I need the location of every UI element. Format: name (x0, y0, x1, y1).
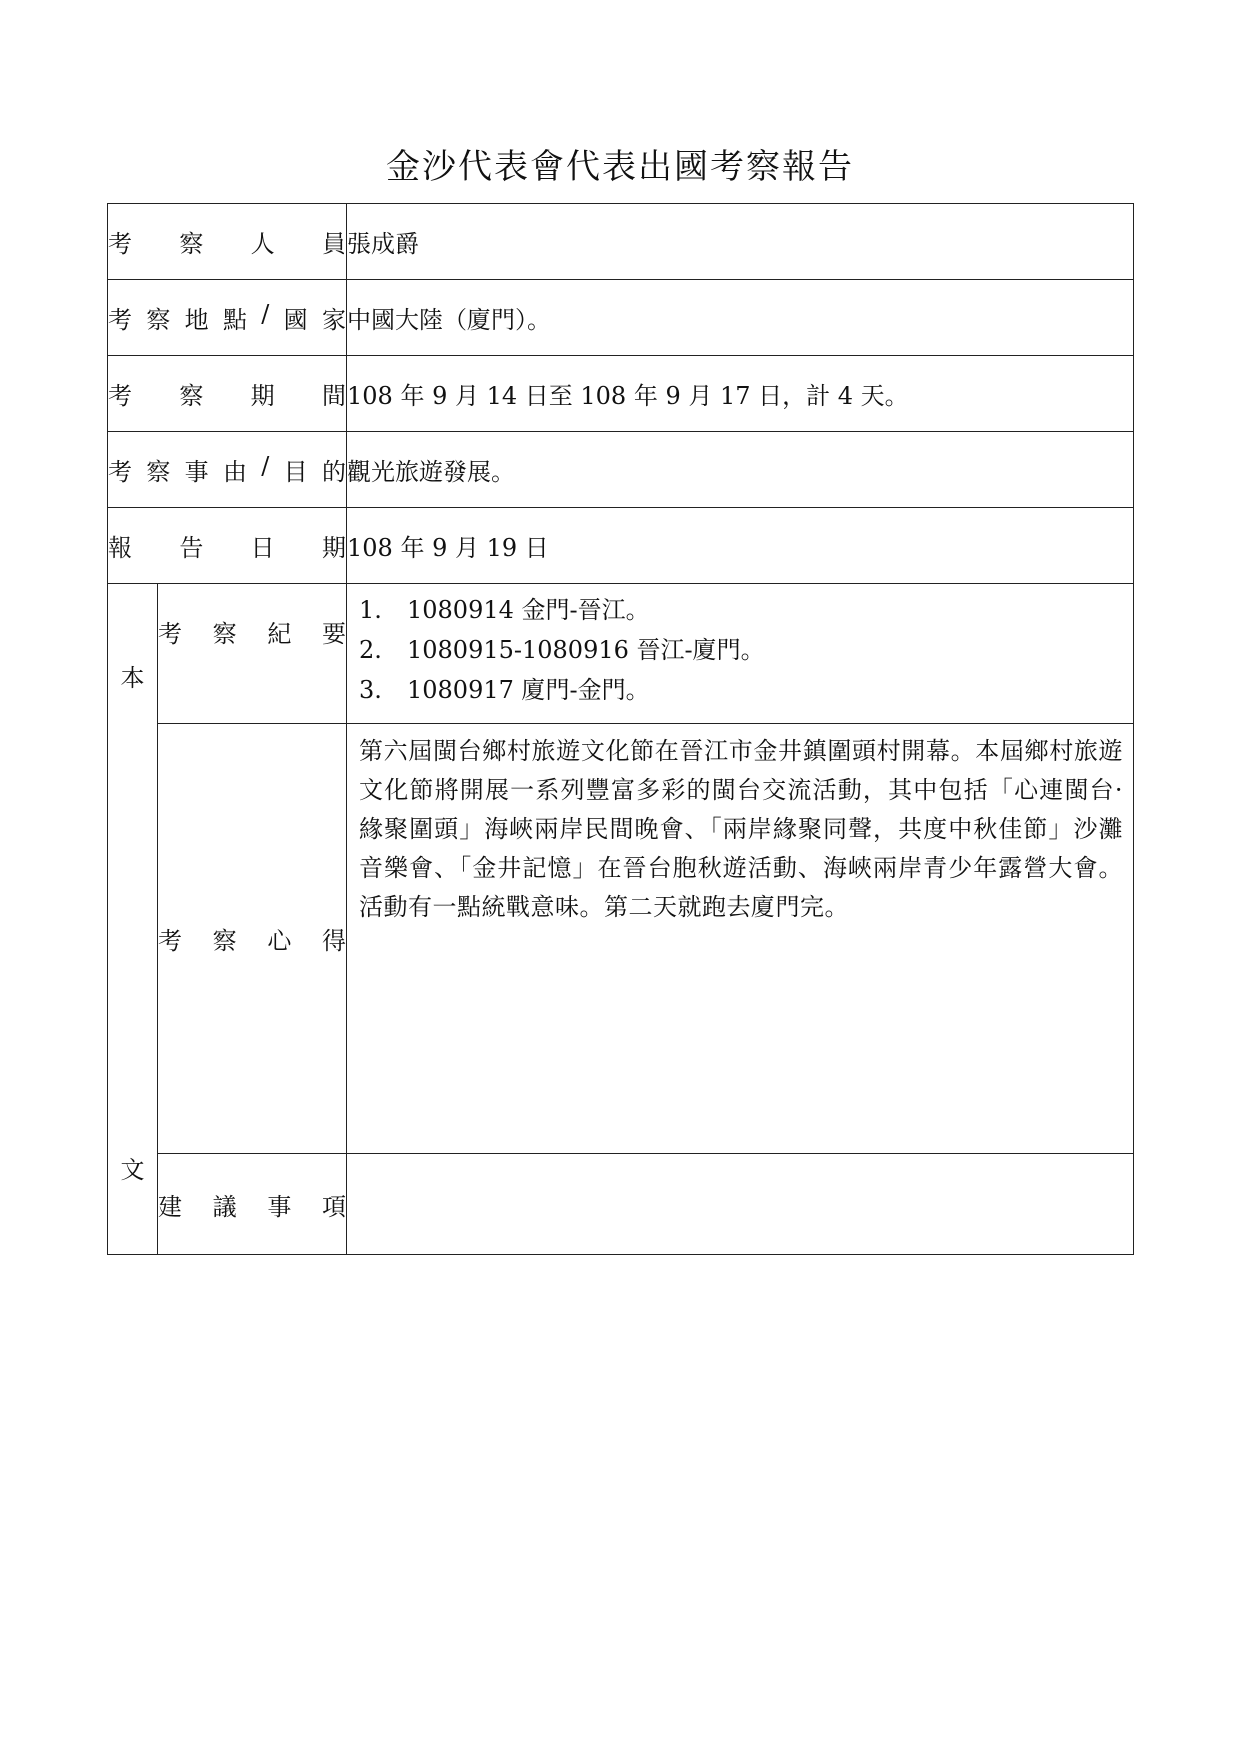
value-suggestions (347, 1154, 1134, 1255)
list-item: 2. 1080915-1080916 晉江-廈門。 (359, 636, 765, 664)
label-suggestions: 建 議 事 項 (158, 1154, 347, 1255)
label-personnel: 考 察 人 員 (108, 204, 347, 280)
value-location: 中國大陸（廈門）。 (347, 280, 1134, 356)
label-purpose: 考 察 事 由 / 目 的 (108, 432, 347, 508)
label-location: 考 察 地 點 / 國 家 (108, 280, 347, 356)
summary-list (347, 584, 1133, 720)
row-reflection (108, 724, 1134, 1154)
row-purpose (108, 432, 1134, 508)
label-summary: 考 察 紀 要 (158, 584, 347, 724)
row-report-date (108, 508, 1134, 584)
value-personnel: 張成爵 (347, 204, 1134, 280)
page-title: 金沙代表會代表出國考察報告 (386, 147, 854, 187)
row-location (108, 280, 1134, 356)
row-suggestions (108, 1154, 1134, 1255)
body-side-label-top: 本 (120, 664, 145, 692)
value-period: 108 年 9 月 14 日至 108 年 9 月 17 日，計 4 天。 (347, 356, 1134, 432)
value-reflection (347, 724, 1134, 1154)
report-table (107, 203, 1134, 1255)
label-period: 考 察 期 間 (108, 356, 347, 432)
row-personnel (108, 204, 1134, 280)
reflection-text: 第六屆閩台鄉村旅遊文化節在晉江市金井鎮圍頭村開幕。本屆鄉村旅遊文化節將開展一系列豐富多彩的閩台交流活動，其中包括「心連閩台·緣聚圍頭」海峽兩岸民間晚會、「兩岸緣聚同聲，共度中秋佳節」沙灘音樂會、「金井記憶」在晉台胞秋遊活動、海峽兩岸青少年露營大會。活動有一點統戰意味。第二天就跑去廈門完。 (359, 737, 1123, 921)
value-summary (347, 584, 1134, 724)
list-item: 3. 1080917 廈門-金門。 (359, 676, 650, 704)
body-side-label-bottom: 文 (120, 1156, 145, 1184)
row-period (108, 356, 1134, 432)
row-summary (108, 584, 1134, 724)
value-purpose: 觀光旅遊發展。 (347, 432, 1134, 508)
value-report-date: 108 年 9 月 19 日 (347, 508, 1134, 584)
body-side-label (108, 584, 158, 1255)
list-item: 1. 1080914 金門-晉江。 (359, 596, 650, 624)
label-reflection: 考 察 心 得 (158, 724, 347, 1154)
label-report-date: 報 告 日 期 (108, 508, 347, 584)
